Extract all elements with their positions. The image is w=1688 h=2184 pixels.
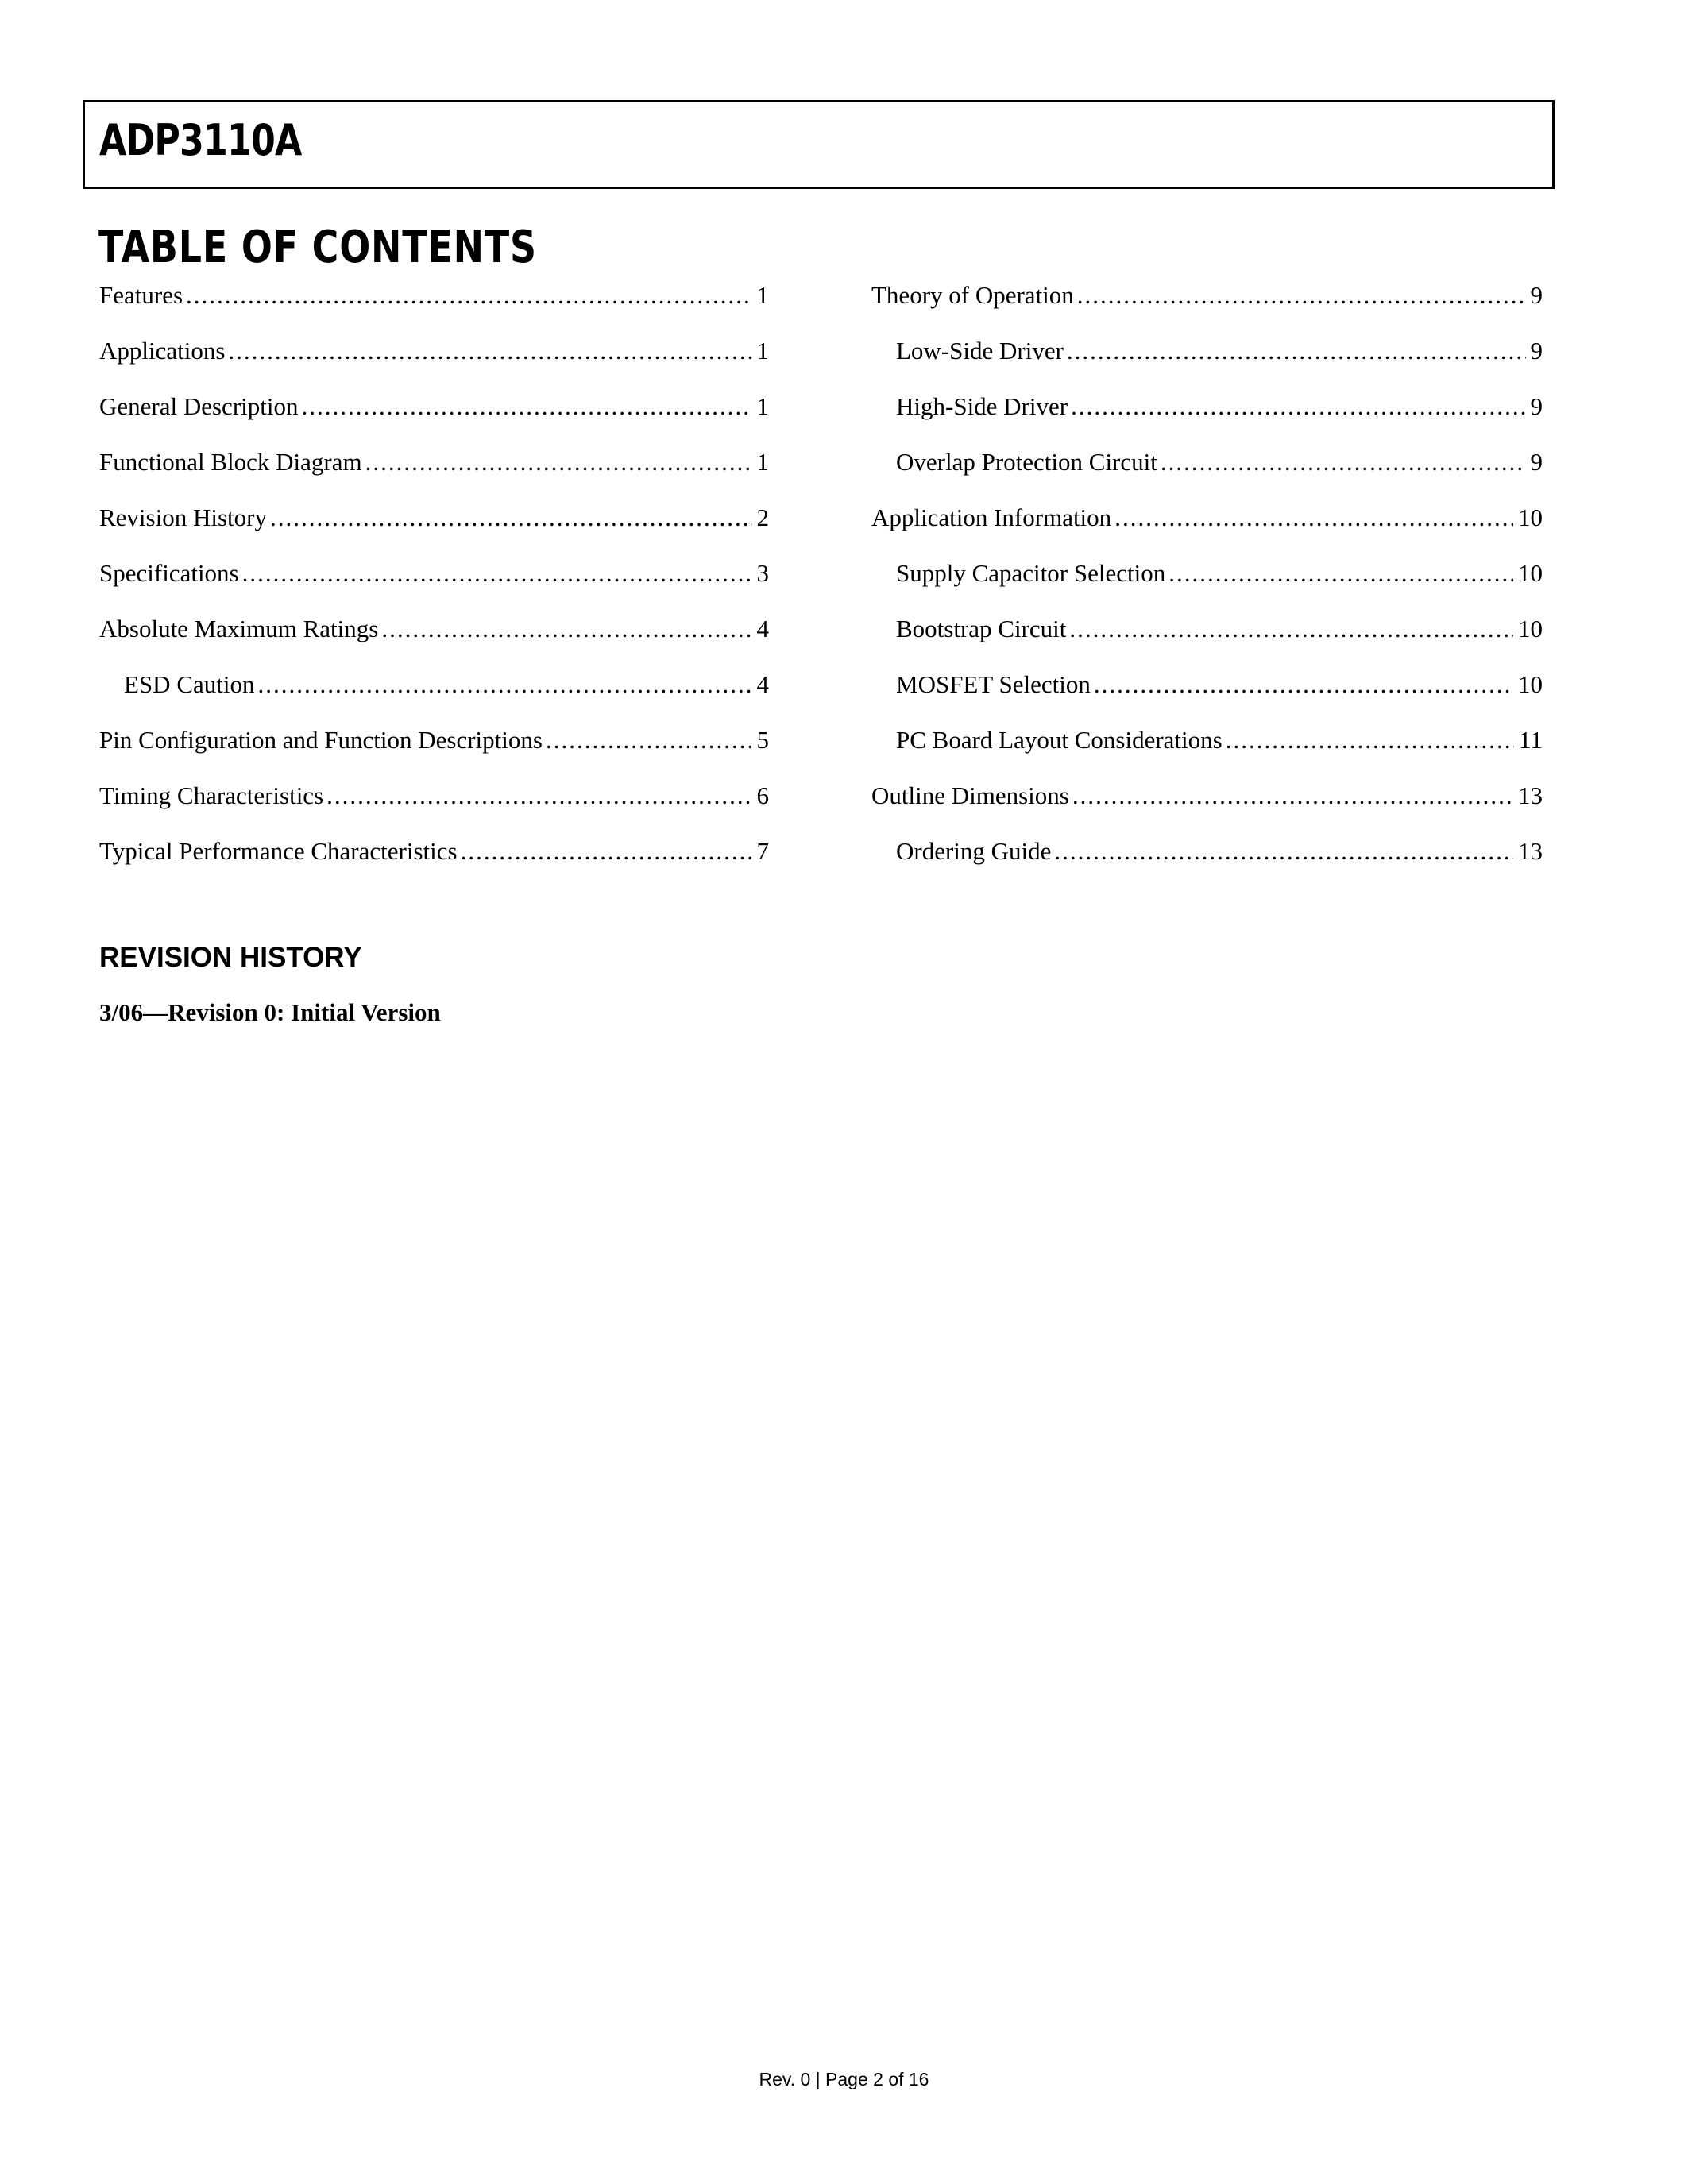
toc-dot-leader: [546, 727, 752, 752]
toc-entry-label: Timing Characteristics: [99, 781, 324, 809]
toc-entry[interactable]: [99, 839, 769, 894]
toc-entry[interactable]: [871, 783, 1543, 839]
toc-dot-leader: [1071, 394, 1525, 419]
toc-dot-leader: [461, 839, 752, 863]
toc-entry-label: ESD Caution: [124, 670, 255, 698]
toc-entry-page: 1: [756, 392, 769, 420]
toc-entry-label: Ordering Guide: [896, 837, 1052, 865]
toc-dot-leader: [1072, 783, 1513, 808]
toc-dot-leader: [326, 783, 751, 808]
toc-dot-leader: [365, 450, 752, 474]
toc-entry-page: 1: [756, 448, 769, 476]
toc-entry-page: 4: [756, 615, 769, 642]
revision-history-heading: REVISION HISTORY: [99, 942, 362, 973]
toc-entry[interactable]: [871, 505, 1543, 561]
toc-entry[interactable]: [871, 450, 1543, 505]
toc-entry[interactable]: [99, 783, 769, 839]
toc-dot-leader: [257, 672, 751, 696]
toc-entry-label: Pin Configuration and Function Descriptions: [99, 726, 543, 754]
toc-entry-label: Bootstrap Circuit: [896, 615, 1067, 642]
toc-entry-page: 5: [756, 726, 769, 754]
toc-entry-page: 1: [756, 281, 769, 309]
toc-dot-leader: [1094, 672, 1513, 696]
toc-entry-label: MOSFET Selection: [896, 670, 1091, 698]
toc-dot-leader: [1067, 338, 1526, 363]
toc-entry-page: 10: [1518, 504, 1543, 531]
toc-entry-label: Overlap Protection Circuit: [896, 448, 1157, 476]
toc-entry[interactable]: [99, 450, 769, 505]
document-title: ADP3110A: [99, 115, 302, 165]
toc-entry[interactable]: [871, 338, 1543, 394]
toc-entry[interactable]: [871, 616, 1543, 672]
toc-right-column: [871, 283, 1543, 894]
toc-entry-label: Functional Block Diagram: [99, 448, 362, 476]
toc-entry[interactable]: [99, 672, 769, 727]
toc-dot-leader: [1161, 450, 1526, 474]
toc-dot-leader: [1077, 283, 1526, 307]
toc-entry-page: 10: [1518, 559, 1543, 587]
toc-entry-page: 1: [756, 337, 769, 365]
toc-entry[interactable]: [99, 505, 769, 561]
toc-entry-label: Applications: [99, 337, 226, 365]
toc-entry-page: 9: [1530, 281, 1543, 309]
toc-entry-label: High-Side Driver: [896, 392, 1068, 420]
toc-dot-leader: [1114, 505, 1513, 530]
toc-dot-leader: [228, 338, 751, 363]
toc-entry-page: 9: [1530, 448, 1543, 476]
toc-entry[interactable]: [99, 283, 769, 338]
toc-dot-leader: [1168, 561, 1513, 585]
toc-dot-leader: [242, 561, 752, 585]
page-footer: Rev. 0 | Page 2 of 16: [759, 2069, 929, 2089]
toc-entry-page: 3: [756, 559, 769, 587]
toc-entry-label: General Description: [99, 392, 299, 420]
header-box: [83, 100, 1555, 189]
toc-entry-page: 2: [756, 504, 769, 531]
toc-entry[interactable]: [871, 394, 1543, 450]
toc-entry-page: 9: [1530, 337, 1543, 365]
toc-entry-page: 6: [756, 781, 769, 809]
toc-dot-leader: [381, 616, 751, 641]
toc-entry[interactable]: [99, 394, 769, 450]
toc-entry-page: 10: [1518, 670, 1543, 698]
toc-entry-label: Application Information: [871, 504, 1112, 531]
toc-entry[interactable]: [871, 727, 1543, 783]
toc-dot-leader: [186, 283, 751, 307]
toc-entry[interactable]: [871, 839, 1543, 894]
toc-entry-label: Typical Performance Characteristics: [99, 837, 458, 865]
toc-entry[interactable]: [99, 616, 769, 672]
toc-entry[interactable]: [99, 727, 769, 783]
toc-entry-page: 4: [756, 670, 769, 698]
toc-entry-label: Specifications: [99, 559, 239, 587]
toc-entry[interactable]: [99, 561, 769, 616]
toc-dot-leader: [1054, 839, 1513, 863]
toc-entry-label: Supply Capacitor Selection: [896, 559, 1166, 587]
toc-dot-leader: [270, 505, 752, 530]
toc-entry-page: 10: [1518, 615, 1543, 642]
toc-entry-label: Outline Dimensions: [871, 781, 1069, 809]
toc-dot-leader: [1226, 727, 1514, 752]
toc-entry[interactable]: [871, 672, 1543, 727]
toc-entry-label: Absolute Maximum Ratings: [99, 615, 379, 642]
toc-entry[interactable]: [871, 283, 1543, 338]
toc-dot-leader: [1069, 616, 1513, 641]
toc-entry-label: PC Board Layout Considerations: [896, 726, 1223, 754]
toc-left-column: [99, 283, 769, 894]
toc-entry-label: Features: [99, 281, 183, 309]
toc-entry-page: 9: [1530, 392, 1543, 420]
toc-dot-leader: [301, 394, 751, 419]
toc-heading: TABLE OF CONTENTS: [98, 222, 537, 273]
toc-entry[interactable]: [871, 561, 1543, 616]
toc-entry-page: 7: [756, 837, 769, 865]
toc-entry-page: 13: [1518, 781, 1543, 809]
toc-entry-page: 13: [1518, 837, 1543, 865]
revision-entry: 3/06—Revision 0: Initial Version: [99, 998, 441, 1026]
toc-entry-label: Low-Side Driver: [896, 337, 1064, 365]
toc-entry-page: 11: [1519, 726, 1543, 754]
toc-entry-label: Revision History: [99, 504, 267, 531]
toc-entry[interactable]: [99, 338, 769, 394]
toc-entry-label: Theory of Operation: [871, 281, 1074, 309]
